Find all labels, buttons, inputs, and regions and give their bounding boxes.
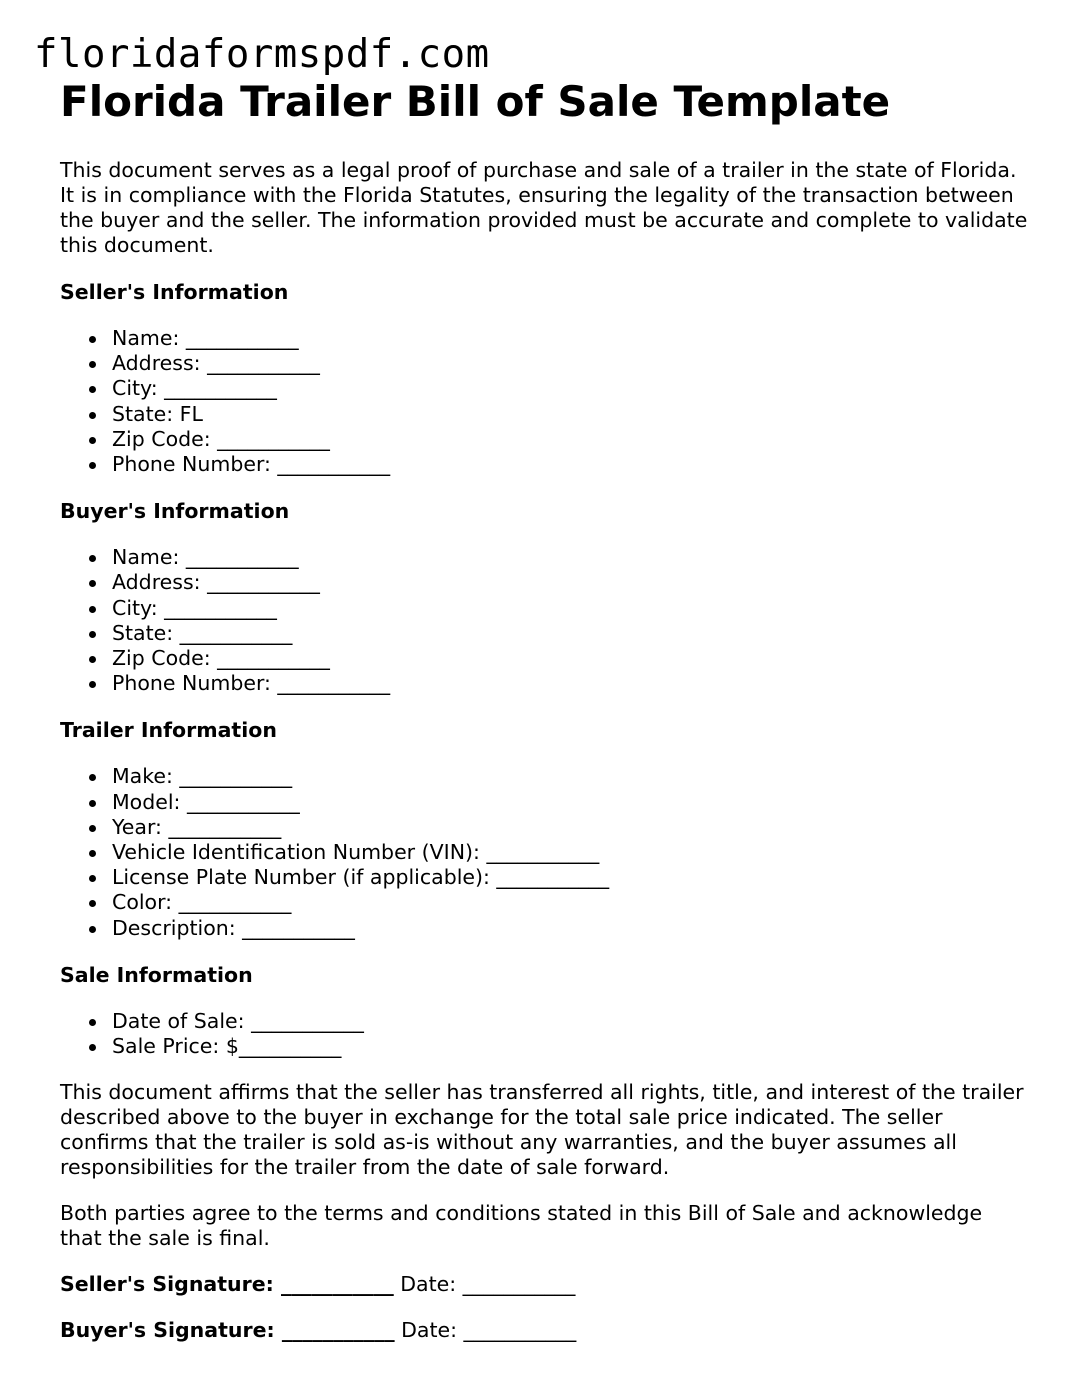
buyer-list xyxy=(60,545,1030,696)
seller-zip-field: Zip Code: ___________ xyxy=(112,427,1030,452)
sale-heading: Sale Information xyxy=(60,962,253,987)
buyer-heading: Buyer's Information xyxy=(60,499,290,524)
buyer-signature-date: Date: ___________ xyxy=(394,1318,577,1343)
sale-price-field: Sale Price: $__________ xyxy=(112,1034,1030,1059)
seller-state-field: State: FL xyxy=(112,402,1030,427)
seller-signature-date: Date: ___________ xyxy=(393,1272,576,1297)
page-title: Florida Trailer Bill of Sale Template xyxy=(60,77,891,126)
seller-list xyxy=(60,326,1030,477)
sale-list xyxy=(60,1009,1030,1059)
trailer-heading: Trailer Information xyxy=(60,718,277,743)
buyer-signature-line xyxy=(60,1318,1030,1343)
buyer-state-field: State: ___________ xyxy=(112,621,1030,646)
trailer-year-field: Year: ___________ xyxy=(112,815,1030,840)
trailer-plate-field: License Plate Number (if applicable): ___________ xyxy=(112,865,1030,890)
trailer-color-field: Color: ___________ xyxy=(112,890,1030,915)
seller-city-field: City: ___________ xyxy=(112,376,1030,401)
agreement-paragraph: Both parties agree to the terms and conditions stated in this Bill of Sale and acknowledge that the sale is final. xyxy=(60,1201,983,1251)
seller-name-field: Name: ___________ xyxy=(112,326,1030,351)
sale-date-field: Date of Sale: ___________ xyxy=(112,1009,1030,1034)
trailer-description-field: Description: ___________ xyxy=(112,916,1030,941)
seller-phone-field: Phone Number: ___________ xyxy=(112,452,1030,477)
affirmation-paragraph: This document affirms that the seller has transferred all rights, title, and interest of the trailer described above to the buyer in exchange for the total sale price indicated. The seller confirms that the trailer is sold as-is without any warranties, and the buyer assumes all responsibilities for the trailer from the date of sale forward. xyxy=(60,1080,1024,1180)
buyer-name-field: Name: ___________ xyxy=(112,545,1030,570)
buyer-phone-field: Phone Number: ___________ xyxy=(112,671,1030,696)
seller-signature-line xyxy=(60,1272,1030,1297)
intro-paragraph: This document serves as a legal proof of purchase and sale of a trailer in the state of Florida. It is in compliance with the Florida Statutes, ensuring the legality of the transaction between the buyer and the seller. The information provided must be accurate and complete to validate this document. xyxy=(60,158,1028,257)
buyer-zip-field: Zip Code: ___________ xyxy=(112,646,1030,671)
buyer-address-field: Address: ___________ xyxy=(112,570,1030,595)
watermark-text: floridaformspdf.com xyxy=(34,32,490,77)
buyer-signature-label: Buyer's Signature: ___________ xyxy=(60,1318,395,1343)
trailer-list xyxy=(60,764,1030,940)
seller-heading: Seller's Information xyxy=(60,280,289,304)
trailer-model-field: Model: ___________ xyxy=(112,790,1030,815)
document-body xyxy=(60,74,1030,1343)
buyer-city-field: City: ___________ xyxy=(112,596,1030,621)
seller-signature-label: Seller's Signature: ___________ xyxy=(60,1272,394,1297)
trailer-make-field: Make: ___________ xyxy=(112,764,1030,789)
seller-address-field: Address: ___________ xyxy=(112,351,1030,376)
trailer-vin-field: Vehicle Identification Number (VIN): ___________ xyxy=(112,840,1030,865)
